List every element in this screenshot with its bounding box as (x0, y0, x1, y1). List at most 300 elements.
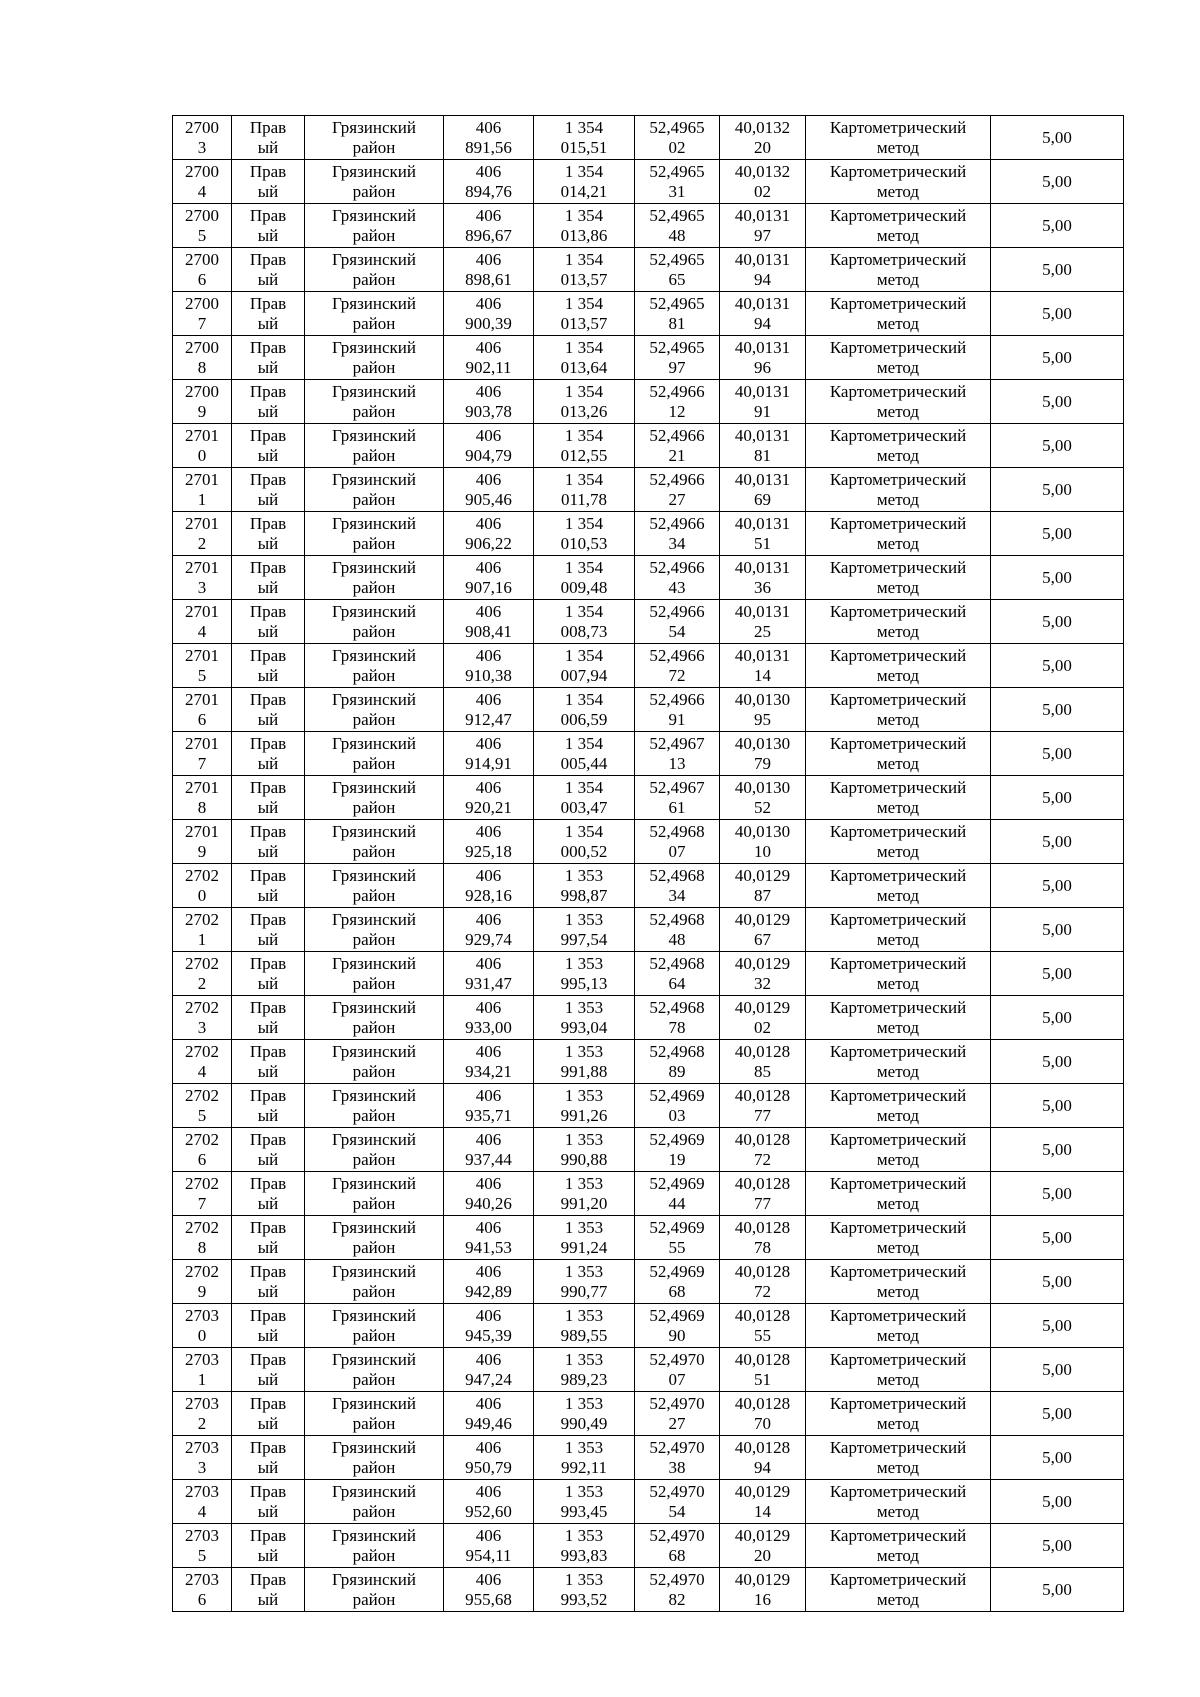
district-cell (305, 644, 444, 688)
coord-x-cell (444, 468, 534, 512)
cell-text: 2702 (185, 997, 219, 1017)
latitude-cell (635, 1392, 720, 1436)
cell-text: Картометрический (829, 381, 967, 401)
latitude-cell (635, 996, 720, 1040)
method-cell (806, 688, 991, 732)
bank-side-cell (232, 512, 305, 556)
bank-side-cell (232, 1568, 305, 1612)
cell-text: Картометрический (829, 513, 967, 533)
cell-text: Грязинский (332, 601, 416, 621)
latitude-cell (635, 512, 720, 556)
cell-text: 1 354 (564, 733, 604, 753)
coord-x-cell (444, 1568, 534, 1612)
method-cell (806, 776, 991, 820)
cell-text: 2701 (185, 601, 219, 621)
cell-text: 85 (754, 1061, 771, 1081)
point-number-cell (173, 380, 232, 424)
cell-text: 52,4969 (649, 1305, 705, 1325)
cell-text: 19 (668, 1149, 686, 1169)
cell-text: 992,11 (560, 1457, 608, 1477)
cell-text: 32 (754, 973, 771, 993)
cell-text: 78 (668, 1017, 686, 1037)
district-cell (305, 1128, 444, 1172)
cell-text: район (352, 137, 396, 157)
longitude-cell (720, 600, 806, 644)
coord-x-cell (444, 600, 534, 644)
coord-x-cell (444, 512, 534, 556)
cell-text: 34 (668, 533, 686, 553)
coord-x-cell (444, 1260, 534, 1304)
cell-text: 1 354 (564, 425, 604, 445)
cell-text: 5,00 (1042, 831, 1072, 851)
accuracy-cell (991, 204, 1124, 248)
accuracy-cell (991, 1568, 1124, 1612)
cell-text: 5,00 (1042, 1051, 1072, 1071)
cell-text: 406 (475, 1217, 502, 1237)
cell-text: 1 353 (564, 1437, 604, 1457)
point-number-cell (173, 1392, 232, 1436)
method-cell (806, 644, 991, 688)
cell-text: 31 (668, 181, 686, 201)
cell-text: 925,18 (465, 841, 512, 861)
cell-text: Грязинский (332, 1261, 416, 1281)
method-cell (806, 424, 991, 468)
cell-text: 5 (197, 1105, 207, 1125)
accuracy-cell (991, 1128, 1124, 1172)
table-row (173, 820, 1124, 864)
cell-text: 7 (197, 753, 207, 773)
cell-text: 900,39 (465, 313, 512, 333)
latitude-cell (635, 1480, 720, 1524)
cell-text: Прав (249, 909, 287, 929)
latitude-cell (635, 248, 720, 292)
point-number-cell (173, 424, 232, 468)
cell-text: 2700 (185, 117, 219, 137)
cell-text: 013,57 (560, 269, 608, 289)
cell-text: 906,22 (465, 533, 512, 553)
cell-text: 990,77 (560, 1281, 608, 1301)
cell-text: 954,11 (465, 1545, 512, 1565)
cell-text: ый (257, 269, 279, 289)
cell-text: 21 (668, 445, 686, 465)
longitude-cell (720, 1392, 806, 1436)
cell-text: 38 (668, 1457, 686, 1477)
table-row (173, 688, 1124, 732)
cell-text: 3 (197, 577, 207, 597)
cell-text: 5,00 (1042, 1359, 1072, 1379)
cell-text: 5,00 (1042, 347, 1072, 367)
cell-text: 945,39 (465, 1325, 512, 1345)
table-row (173, 468, 1124, 512)
cell-text: 2700 (185, 381, 219, 401)
cell-text: Картометрический (829, 557, 967, 577)
cell-text: 48 (668, 929, 686, 949)
cell-text: 997,54 (560, 929, 608, 949)
cell-text: 904,79 (465, 445, 512, 465)
point-number-cell (173, 556, 232, 600)
cell-text: 015,51 (560, 137, 608, 157)
coord-x-cell (444, 864, 534, 908)
bank-side-cell (232, 1392, 305, 1436)
cell-text: 14 (754, 1501, 771, 1521)
coord-x-cell (444, 1040, 534, 1084)
coord-x-cell (444, 1392, 534, 1436)
cell-text: Грязинский (332, 1569, 416, 1589)
bank-side-cell (232, 292, 305, 336)
cell-text: 406 (475, 1305, 502, 1325)
cell-text: 43 (668, 577, 686, 597)
table-row (173, 600, 1124, 644)
coord-y-cell (534, 776, 635, 820)
cell-text: 13 (668, 753, 686, 773)
latitude-cell (635, 1304, 720, 1348)
accuracy-cell (991, 1392, 1124, 1436)
cell-text: 1 (197, 1369, 207, 1389)
cell-text: 20 (754, 137, 771, 157)
cell-text: 406 (475, 953, 502, 973)
cell-text: 52,4965 (649, 117, 705, 137)
cell-text: 8 (197, 357, 207, 377)
longitude-cell (720, 1568, 806, 1612)
cell-text: район (352, 577, 396, 597)
cell-text: Прав (249, 161, 287, 181)
cell-text: Грязинский (332, 1085, 416, 1105)
bank-side-cell (232, 424, 305, 468)
bank-side-cell (232, 820, 305, 864)
cell-text: Картометрический (829, 865, 967, 885)
cell-text: 52,4968 (649, 1041, 705, 1061)
district-cell (305, 600, 444, 644)
point-number-cell (173, 336, 232, 380)
coord-y-cell (534, 1568, 635, 1612)
cell-text: 955,68 (465, 1589, 512, 1609)
cell-text: метод (876, 489, 920, 509)
method-cell (806, 1568, 991, 1612)
cell-text: Прав (249, 205, 287, 225)
cell-text: Прав (249, 865, 287, 885)
cell-text: 989,55 (560, 1325, 608, 1345)
method-cell (806, 1436, 991, 1480)
table-row (173, 1216, 1124, 1260)
cell-text: 1 353 (564, 1305, 604, 1325)
cell-text: 406 (475, 1041, 502, 1061)
point-number-cell (173, 1304, 232, 1348)
accuracy-cell (991, 1260, 1124, 1304)
cell-text: Картометрический (829, 425, 967, 445)
cell-text: 87 (754, 885, 771, 905)
cell-text: Картометрический (829, 777, 967, 797)
cell-text: Картометрический (829, 733, 967, 753)
district-cell (305, 1524, 444, 1568)
cell-text: Грязинский (332, 909, 416, 929)
cell-text: метод (876, 445, 920, 465)
cell-text: Грязинский (332, 865, 416, 885)
cell-text: 1 353 (564, 1393, 604, 1413)
cell-text: 40,0131 (734, 337, 791, 357)
bank-side-cell (232, 1216, 305, 1260)
district-cell (305, 1040, 444, 1084)
cell-text: 013,57 (560, 313, 608, 333)
cell-text: 40,0131 (734, 513, 791, 533)
cell-text: ый (257, 313, 279, 333)
cell-text: 52,4969 (649, 1173, 705, 1193)
cell-text: 52,4970 (649, 1569, 705, 1589)
coord-y-cell (534, 864, 635, 908)
cell-text: Картометрический (829, 117, 967, 137)
table-row (173, 424, 1124, 468)
cell-text: 10 (754, 841, 771, 861)
cell-text: 40,0128 (734, 1261, 791, 1281)
accuracy-cell (991, 424, 1124, 468)
cell-text: 406 (475, 513, 502, 533)
point-number-cell (173, 1040, 232, 1084)
cell-text: 5,00 (1042, 127, 1072, 147)
cell-text: 1 353 (564, 865, 604, 885)
cell-text: 2703 (185, 1305, 219, 1325)
coord-y-cell (534, 380, 635, 424)
cell-text: 406 (475, 777, 502, 797)
cell-text: район (352, 445, 396, 465)
cell-text: 40,0130 (734, 733, 791, 753)
table-row (173, 908, 1124, 952)
cell-text: 5,00 (1042, 1491, 1072, 1511)
cell-text: 5,00 (1042, 1447, 1072, 1467)
cell-text: метод (876, 841, 920, 861)
accuracy-cell (991, 1172, 1124, 1216)
accuracy-cell (991, 996, 1124, 1040)
accuracy-cell (991, 292, 1124, 336)
cell-text: 935,71 (465, 1105, 512, 1125)
cell-text: 009,48 (560, 577, 608, 597)
cell-text: 406 (475, 1437, 502, 1457)
cell-text: район (352, 1325, 396, 1345)
coord-y-cell (534, 1304, 635, 1348)
table-row (173, 1128, 1124, 1172)
bank-side-cell (232, 204, 305, 248)
cell-text: 52,4965 (649, 293, 705, 313)
cell-text: 3 (197, 137, 207, 157)
method-cell (806, 116, 991, 160)
cell-text: 991,24 (560, 1237, 608, 1257)
cell-text: 2700 (185, 205, 219, 225)
table-row (173, 1524, 1124, 1568)
cell-text: ый (257, 181, 279, 201)
cell-text: Картометрический (829, 1305, 967, 1325)
cell-text: район (352, 797, 396, 817)
cell-text: 011,78 (560, 489, 608, 509)
longitude-cell (720, 380, 806, 424)
cell-text: 25 (754, 621, 771, 641)
cell-text: Грязинский (332, 645, 416, 665)
cell-text: Грязинский (332, 381, 416, 401)
point-number-cell (173, 776, 232, 820)
coord-y-cell (534, 204, 635, 248)
cell-text: 2700 (185, 249, 219, 269)
cell-text: 96 (754, 357, 771, 377)
longitude-cell (720, 1260, 806, 1304)
cell-text: 1 353 (564, 1129, 604, 1149)
cell-text: ый (257, 1237, 279, 1257)
cell-text: 52,4968 (649, 909, 705, 929)
cell-text: Картометрический (829, 997, 967, 1017)
cell-text: 2702 (185, 1041, 219, 1061)
cell-text: ый (257, 137, 279, 157)
method-cell (806, 908, 991, 952)
cell-text: район (352, 929, 396, 949)
cell-text: Картометрический (829, 645, 967, 665)
bank-side-cell (232, 1348, 305, 1392)
coord-x-cell (444, 644, 534, 688)
method-cell (806, 952, 991, 996)
longitude-cell (720, 1172, 806, 1216)
district-cell (305, 248, 444, 292)
cell-text: 991,20 (560, 1193, 608, 1213)
cell-text: 89 (668, 1061, 686, 1081)
cell-text: 61 (668, 797, 686, 817)
cell-text: 940,26 (465, 1193, 512, 1213)
bank-side-cell (232, 1040, 305, 1084)
method-cell (806, 1084, 991, 1128)
cell-text: 2701 (185, 733, 219, 753)
cell-text: Прав (249, 249, 287, 269)
cell-text: 993,45 (560, 1501, 608, 1521)
cell-text: Грязинский (332, 1305, 416, 1325)
cell-text: 65 (668, 269, 686, 289)
latitude-cell (635, 1348, 720, 1392)
cell-text: метод (876, 577, 920, 597)
point-number-cell (173, 204, 232, 248)
cell-text: 95 (754, 709, 771, 729)
table-row (173, 1436, 1124, 1480)
table-row (173, 952, 1124, 996)
cell-text: метод (876, 973, 920, 993)
cell-text: район (352, 1237, 396, 1257)
cell-text: 990,49 (560, 1413, 608, 1433)
method-cell (806, 160, 991, 204)
coord-y-cell (534, 556, 635, 600)
cell-text: 40,0131 (734, 381, 791, 401)
cell-text: 406 (475, 821, 502, 841)
longitude-cell (720, 1128, 806, 1172)
method-cell (806, 336, 991, 380)
cell-text: 52,4969 (649, 1129, 705, 1149)
cell-text: 5,00 (1042, 1315, 1072, 1335)
cell-text: 1 354 (564, 469, 604, 489)
longitude-cell (720, 512, 806, 556)
coord-x-cell (444, 556, 534, 600)
cell-text: 94 (754, 269, 771, 289)
cell-text: 94 (754, 313, 771, 333)
bank-side-cell (232, 952, 305, 996)
latitude-cell (635, 336, 720, 380)
cell-text: 40,0131 (734, 557, 791, 577)
cell-text: район (352, 1589, 396, 1609)
cell-text: 406 (475, 337, 502, 357)
cell-text: Грязинский (332, 997, 416, 1017)
point-number-cell (173, 248, 232, 292)
accuracy-cell (991, 380, 1124, 424)
cell-text: 406 (475, 689, 502, 709)
accuracy-cell (991, 1216, 1124, 1260)
cell-text: 52 (754, 797, 771, 817)
district-cell (305, 1348, 444, 1392)
cell-text: 52,4965 (649, 249, 705, 269)
point-number-cell (173, 600, 232, 644)
district-cell (305, 204, 444, 248)
coord-x-cell (444, 732, 534, 776)
cell-text: Прав (249, 1173, 287, 1193)
cell-text: Картометрический (829, 601, 967, 621)
cell-text: Прав (249, 337, 287, 357)
coord-y-cell (534, 732, 635, 776)
bank-side-cell (232, 1436, 305, 1480)
coord-x-cell (444, 952, 534, 996)
cell-text: ый (257, 401, 279, 421)
cell-text: район (352, 1369, 396, 1389)
cell-text: 72 (668, 665, 686, 685)
cell-text: 72 (754, 1149, 771, 1169)
cell-text: 1 354 (564, 293, 604, 313)
table-row (173, 1172, 1124, 1216)
cell-text: метод (876, 797, 920, 817)
latitude-cell (635, 864, 720, 908)
method-cell (806, 820, 991, 864)
cell-text: 2703 (185, 1525, 219, 1545)
coord-x-cell (444, 1128, 534, 1172)
cell-text: 94 (754, 1457, 771, 1477)
cell-text: 52,4968 (649, 821, 705, 841)
cell-text: Грязинский (332, 513, 416, 533)
point-number-cell (173, 1172, 232, 1216)
bank-side-cell (232, 116, 305, 160)
cell-text: Грязинский (332, 953, 416, 973)
table-row (173, 864, 1124, 908)
cell-text: 52,4966 (649, 557, 705, 577)
cell-text: 27 (668, 489, 686, 509)
cell-text: метод (876, 1413, 920, 1433)
cell-text: 1 353 (564, 1085, 604, 1105)
cell-text: 910,38 (465, 665, 512, 685)
longitude-cell (720, 424, 806, 468)
cell-text: 20 (754, 1545, 771, 1565)
longitude-cell (720, 952, 806, 996)
cell-text: Картометрический (829, 1041, 967, 1061)
method-cell (806, 1392, 991, 1436)
method-cell (806, 1260, 991, 1304)
cell-text: 81 (754, 445, 771, 465)
cell-text: 1 353 (564, 1481, 604, 1501)
cell-text: район (352, 885, 396, 905)
cell-text: 52,4965 (649, 337, 705, 357)
cell-text: метод (876, 1281, 920, 1301)
bank-side-cell (232, 1260, 305, 1304)
coord-x-cell (444, 336, 534, 380)
cell-text: 52,4965 (649, 205, 705, 225)
cell-text: 006,59 (560, 709, 608, 729)
district-cell (305, 1084, 444, 1128)
cell-text: ый (257, 929, 279, 949)
cell-text: 406 (475, 1481, 502, 1501)
coord-x-cell (444, 424, 534, 468)
latitude-cell (635, 1084, 720, 1128)
cell-text: 989,23 (560, 1369, 608, 1389)
cell-text: метод (876, 665, 920, 685)
cell-text: район (352, 1061, 396, 1081)
cell-text: 40,0129 (734, 1481, 791, 1501)
cell-text: Прав (249, 1349, 287, 1369)
method-cell (806, 1480, 991, 1524)
cell-text: район (352, 841, 396, 861)
